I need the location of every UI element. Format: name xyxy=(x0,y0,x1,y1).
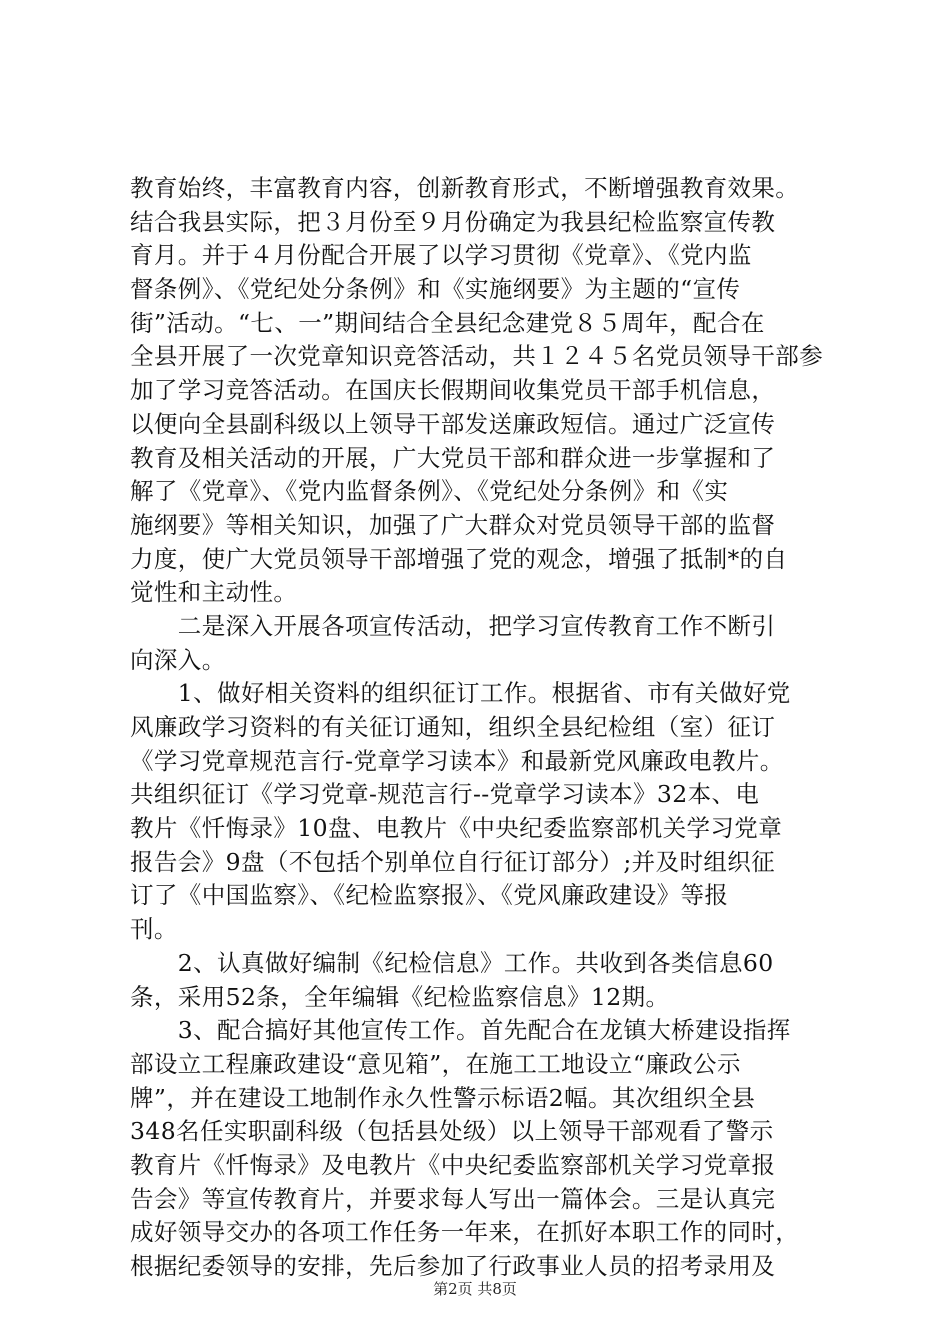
text-line: 3、配合搞好其他宣传工作。首先配合在龙镇大桥建设指挥 xyxy=(130,1016,791,1045)
text-line: 全县开展了一次党章知识竞答活动，共１２４５名党员领导干部参 xyxy=(130,342,824,371)
text-line: 解了《党章》、《党内监督条例》、《党纪处分条例》和《实 xyxy=(130,477,729,506)
text-line: 报告会》9盘（不包括个别单位自行征订部分）;并及时组织征 xyxy=(130,847,776,876)
text-line: 督条例》、《党纪处分条例》和《实施纲要》为主题的“宣传 xyxy=(130,275,741,304)
text-line: 成好领导交办的各项工作任务一年来，在抓好本职工作的同时， xyxy=(130,1218,800,1247)
text-line: 力度，使广大党员领导干部增强了党的观念，增强了抵制*的自 xyxy=(130,544,788,573)
text-line: 觉性和主动性。 xyxy=(130,578,298,607)
text-line: 348名任实职副科级（包括县处级）以上领导干部观看了警示 xyxy=(130,1117,774,1146)
text-line: 加了学习竞答活动。在国庆长假期间收集党员干部手机信息， xyxy=(130,376,776,405)
text-line: 教育始终，丰富教育内容，创新教育形式，不断增强教育效果。 xyxy=(130,174,800,202)
text-line: 条，采用52条，全年编辑《纪检监察信息》12期。 xyxy=(130,982,670,1011)
text-line: 育月。并于４月份配合开展了以学习贯彻《党章》、《党内监 xyxy=(130,241,752,270)
text-line: 以便向全县副科级以上领导干部发送廉政短信。通过广泛宣传 xyxy=(130,409,776,438)
text-line: 结合我县实际，把３月份至９月份确定为我县纪检监察宣传教 xyxy=(130,207,776,236)
page-number-footer: 第2页 共8页 xyxy=(433,1280,517,1298)
text-line: 部设立工程廉政建设“意见箱”，在施工工地设立“廉政公示 xyxy=(130,1049,741,1078)
text-line: 2、认真做好编制《纪检信息》工作。共收到各类信息60 xyxy=(130,948,774,977)
text-line: 订了《中国监察》、《纪检监察报》、《党风廉政建设》等报 xyxy=(130,881,729,910)
text-line: 共组织征订《学习党章-规范言行--党章学习读本》32本、电 xyxy=(130,780,760,809)
text-line: 1、做好相关资料的组织征订工作。根据省、市有关做好党 xyxy=(130,679,791,708)
text-line: 《学习党章规范言行-党章学习读本》和最新党风廉政电教片。 xyxy=(130,746,784,775)
text-line: 教片《忏悔录》10盘、电教片《中央纪委监察部机关学习党章 xyxy=(130,814,783,843)
text-line: 刊。 xyxy=(130,915,178,944)
text-line: 施纲要》等相关知识，加强了广大群众对党员领导干部的监督 xyxy=(130,510,776,539)
text-line: 二是深入开展各项宣传活动，把学习宣传教育工作不断引 xyxy=(130,611,776,640)
text-line: 街”活动。“七、一”期间结合全县纪念建党８５周年，配合在 xyxy=(130,308,765,337)
text-line: 告会》等宣传教育片，并要求每人写出一篇体会。三是认真完 xyxy=(130,1184,776,1213)
document-body xyxy=(130,172,830,1284)
text-line: 牌”，并在建设工地制作永久性警示标语2幅。其次组织全县 xyxy=(130,1083,756,1112)
text-line: 教育及相关活动的开展，广大党员干部和群众进一步掌握和了 xyxy=(130,443,776,472)
text-line: 根据纪委领导的安排，先后参加了行政事业人员的招考录用及 xyxy=(130,1252,776,1280)
text-line: 向深入。 xyxy=(130,645,226,674)
text-line: 风廉政学习资料的有关征订通知，组织全县纪检组（室）征订 xyxy=(130,713,776,741)
text-line: 教育片《忏悔录》及电教片《中央纪委监察部机关学习党章报 xyxy=(130,1150,776,1179)
